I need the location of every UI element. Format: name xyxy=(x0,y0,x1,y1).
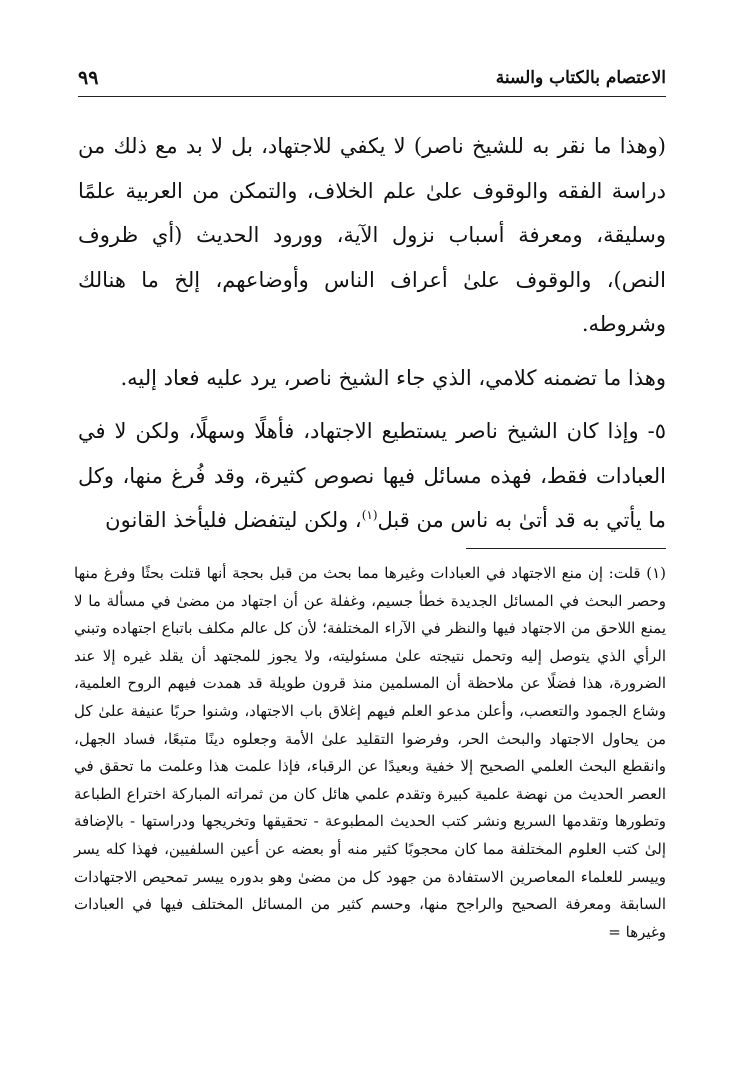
paragraph-3-continuation: ، ولكن ليتفضل فليأخذ القانون xyxy=(105,508,362,532)
header-title: الاعتصام بالكتاب والسنة xyxy=(495,68,666,88)
paragraph-1: (وهذا ما نقر به للشيخ ناصر) لا يكفي للاجتهاد، بل لا بد مع ذلك من دراسة الفقه والوقوف علىٰ علم الخلاف، والتمكن من العربية علمًا وسليقة، ومعرفة أسباب نزول الآية، وورود الحديث (أي ظروف النص)، والوقوف علىٰ أعراف الناس وأوضاعهم، إلخ ما هنالك وشروطه. xyxy=(78,134,666,336)
footnote xyxy=(74,560,666,946)
running-header xyxy=(78,64,666,92)
header-rule xyxy=(78,96,666,97)
page-number: ٩٩ xyxy=(78,67,99,89)
paragraph-3 xyxy=(78,409,666,543)
footnote-reference: (١) xyxy=(361,508,378,522)
main-text xyxy=(78,124,666,543)
footnote-text: (١) قلت: إن منع الاجتهاد في العبادات وغيرها مما بحث من قبل بحجة أنها قتلت بحثًا وفرغ منها وحصر البحث في المسائل الجديدة خطأ جسيم، وغفلة عن أن اجتهاد من مضىٰ في مسألة ما لا يمنع اللاحق من الاجتهاد فيها والنظر في الآراء المختلفة؛ لأن كل عالم مكلف باتباع اجتهاده وتبني الرأي الذي يتوصل إليه وتحمل نتيجته علىٰ مسئوليته، ولا يجوز للمجتهد أن يقلد غيره إلا عند الضرورة، هذا فضلًا عن ملاحظة أن المسلمين منذ قرون طويلة قد همدت فيهم الروح العلمية، وشاع الجمود والتعصب، وأعلن مدعو العلم فيهم إغلاق باب الاجتهاد، وشنوا حربًا عنيفة علىٰ كل من يحاول الاجتهاد والبحث الحر، وفرضوا التقليد علىٰ الأمة وجعلوه دينًا متبعًا، فساد الجهل، وانقطع البحث العلمي الصحيح إلا خفية وبعيدًا عن الرقباء، فإذا علمت هذا وعلمت ما تحقق في العصر الحديث من نهضة علمية كبيرة وتقدم علمي هائل كان من ثمراته المباركة اختراع الطباعة وتطورها وتقدمها السريع ونشر كتب الحديث المطبوعة - تحقيقها وتخريجها ودراستها - بالإضافة إلىٰ كتب العلوم المختلفة مما كان محجوبًا كثير منه أو بعضه عن أعين السلفيين، فهذا كله يسر وييسر للعلماء المعاصرين الاستفادة من جهود كل من مضىٰ وهو بدوره ييسر تمحيص الاجتهادات السابقة ومعرفة الصحيح والراجح منها، وحسم كثير من المسائل المختلف فيها في العبادات وغيرها = xyxy=(74,564,666,941)
paragraph-2: وهذا ما تضمنه كلامي، الذي جاء الشيخ ناصر، يرد عليه فعاد إليه. xyxy=(120,365,666,390)
footnote-rule xyxy=(466,548,666,549)
paragraph-3-text: ٥- وإذا كان الشيخ ناصر يستطيع الاجتهاد، فأهلًا وسهلًا، ولكن لا في العبادات فقط، فهذه مسائل فيها نصوص كثيرة، وقد فُرغ منها، وكل ما يأتي به قد أتىٰ به ناس من قبل xyxy=(78,419,666,532)
